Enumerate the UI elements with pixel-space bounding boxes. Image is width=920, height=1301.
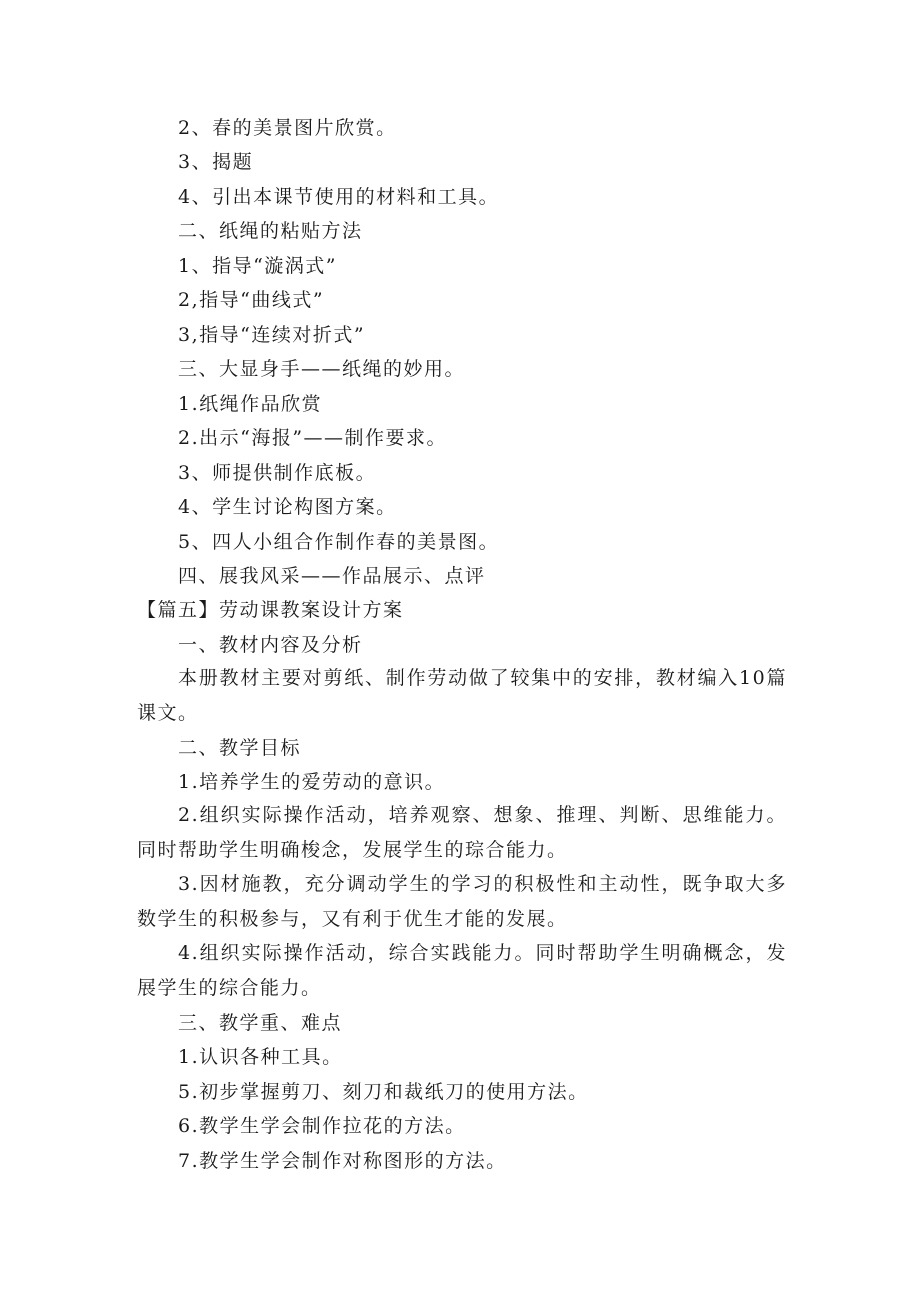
text-line: 3、师提供制作底板。: [178, 462, 377, 484]
list-item: 5.初步掌握剪刀、刻刀和裁纸刀的使用方法。: [178, 1081, 589, 1103]
list-item: 6.教学生学会制作拉花的方法。: [178, 1115, 466, 1137]
text-line: 3,指导“连续对折式”: [178, 324, 366, 346]
text-line: 2,指导“曲线式”: [178, 289, 325, 311]
section-heading: 二、教学目标: [178, 737, 302, 759]
text-line: 3、揭题: [178, 151, 254, 173]
section-heading: 三、教学重、难点: [178, 1012, 343, 1034]
text-line: 2.出示“海报”——制作要求。: [178, 427, 448, 449]
text-line: 4、学生讨论构图方案。: [178, 496, 397, 518]
text-line: 1.纸绳作品欣赏: [178, 393, 323, 415]
section-heading: 二、纸绳的粘贴方法: [178, 220, 363, 242]
paragraph-goal-4: 4.组织实际操作活动，综合实践能力。同时帮助学生明确概念，发展学生的综合能力。: [137, 942, 787, 999]
paragraph-goal-3: 3.因材施教，充分调动学生的学习的积极性和主动性，既争取大多数学生的积极参与，又有利于优生才能的发展。: [137, 873, 787, 930]
chapter-heading: 【篇五】劳动课教案设计方案: [137, 599, 404, 621]
text-line: 4、引出本课节使用的材料和工具。: [178, 186, 500, 208]
paragraph-materials: 本册教材主要对剪纸、制作劳动做了较集中的安排，教材编入10篇课文。: [137, 667, 787, 724]
list-item: 1.认识各种工具。: [178, 1046, 343, 1068]
text-line: 5、四人小组合作制作春的美景图。: [178, 531, 500, 553]
section-heading: 一、教材内容及分析: [178, 634, 363, 656]
section-heading: 三、大显身手——纸绳的妙用。: [178, 358, 466, 380]
text-line: 2、春的美景图片欣赏。: [178, 117, 397, 139]
list-item: 1.培养学生的爱劳动的意识。: [178, 771, 446, 793]
paragraph-goal-2: 2.组织实际操作活动，培养观察、想象、推理、判断、思维能力。同时帮助学生明确梭念，发展学生的琮合能力。: [137, 804, 787, 861]
text-line: 1、指导“漩涡式”: [178, 255, 338, 277]
section-heading: 四、展我风采——作品展示、点评: [178, 565, 486, 587]
list-item: 7.教学生学会制作对称图形的方法。: [178, 1150, 507, 1172]
